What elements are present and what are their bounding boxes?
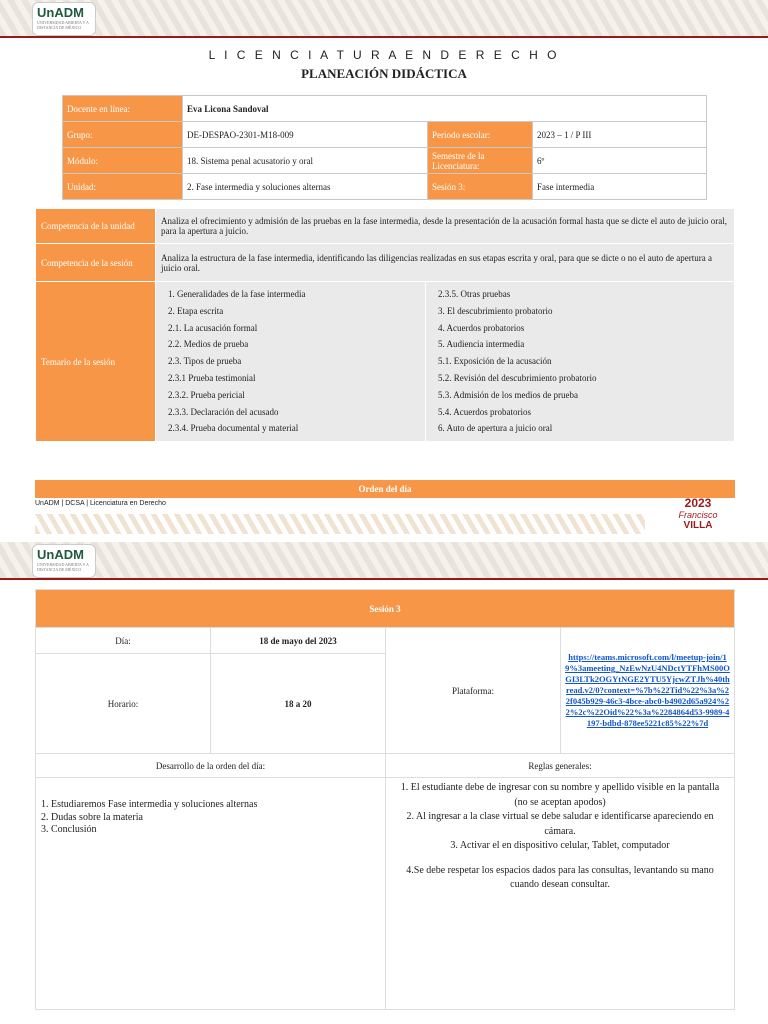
temario-item-4: 5.1. Exposición de la acusación (438, 356, 552, 367)
desarrollo-item-1: 2. Dudas sobre la materia (41, 811, 143, 823)
temario-col1 (156, 282, 426, 442)
periodo-label: Periodo escolar: (428, 122, 533, 148)
regla-item-2: 3. Activar el en dispositivo celular, Tablet, computador (450, 840, 670, 851)
session-title: Sesión 3 (36, 590, 735, 628)
villa-logo: 2023 Francisco VILLA (678, 496, 718, 531)
temario-item-7: 2.3.3. Declaración del acusado (168, 406, 279, 417)
page2-banner (0, 542, 768, 580)
competencia-sesion-value: Analiza la estructura de la fase intermedia, identificando las diligencias realizadas en sus etapas escrita y oral, para que se dicte o no el auto de apertura a juicio oral. (156, 244, 735, 282)
competencia-unidad-label: Competencia de la unidad (36, 209, 156, 244)
modulo-value: 18. Sistema penal acusatorio y oral (183, 148, 428, 174)
regla-item-3: 4.Se debe respetar los espacios dados para las consultas, levantando su mano cuando desean consultar. (406, 864, 714, 890)
unadm-logo-2: UnADM UNIVERSIDAD ABIERTA Y A DISTANCIA DE MÉXICO (32, 544, 96, 578)
info-table (62, 95, 707, 200)
regla-item-1: 2. Al ingresar a la clase virtual se debe saludar e identificarse apareciendo en cámara. (406, 811, 714, 837)
temario-item-0: 2.3.5. Otras pruebas (438, 289, 511, 299)
temario-item-1: 3. El descubrimiento probatorio (438, 305, 553, 316)
competencia-sesion-label: Competencia de la sesión (36, 244, 156, 282)
dia-value: 18 de mayo del 2023 (211, 628, 386, 654)
periodo-value: 2023 – 1 / P III (533, 122, 707, 148)
horario-label: Horario: (36, 654, 211, 754)
dia-label: Día: (36, 628, 211, 654)
temario-item-5: 2.3.1 Prueba testimonial (168, 372, 256, 383)
teams-meeting-link[interactable]: https://teams.microsoft.com/l/meetup-join/19%3ameeting_NzEwNzU4NDctYTFhMS00OGI3LTk2OGYtNGE2YTU5YjcwZTJh%40thread.v2/0?context=%7b%22Tid%22%3a%22f045b929-46c3-4bce-abc0-b4902d65a924%22%2c%22Oid%22%3a%2284864d53-9989-4197-bdbd-878ee5221c85%22%7d (565, 652, 730, 728)
unidad-label: Unidad: (63, 174, 183, 200)
unidad-value: 2. Fase intermedia y soluciones alternas (183, 174, 428, 200)
sesion-value: Fase intermedia (533, 174, 707, 200)
temario-item-3: 5. Audiencia intermedia (438, 339, 525, 350)
temario-item-2: 2.1. La acusación formal (168, 322, 258, 333)
grupo-label: Grupo: (63, 122, 183, 148)
desarrollo-item-0: 1. Estudiaremos Fase intermedia y soluciones alternas (41, 799, 258, 810)
program-title: L I C E N C I A T U R A E N D E R E C H O (208, 48, 560, 62)
unadm-logo: UnADM UNIVERSIDAD ABIERTA Y A DISTANCIA DE MÉXICO (32, 2, 96, 36)
temario-item-4: 2.3. Tipos de prueba (168, 356, 242, 367)
docente-value: Eva Licona Sandoval (183, 96, 707, 122)
temario-item-5: 5.2. Revisión del descubrimiento probatorio (438, 372, 597, 383)
docente-label: Docente en línea: (63, 96, 183, 122)
footer-pattern (35, 514, 645, 534)
temario-label: Temario de la sesión (36, 282, 156, 442)
header-banner (0, 0, 768, 38)
session-table (35, 589, 735, 1010)
document-title: PLANEACIÓN DIDÁCTICA (301, 66, 467, 81)
reglas-label: Reglas generales: (386, 754, 735, 778)
desarrollo-item-2: 3. Conclusión (41, 824, 97, 835)
modulo-label: Módulo: (63, 148, 183, 174)
horario-value: 18 a 20 (211, 654, 386, 754)
temario-item-8: 2.3.4. Prueba documental y material (168, 423, 299, 434)
temario-item-2: 4. Acuerdos probatorios (438, 322, 525, 333)
competencia-unidad-value: Analiza el ofrecimiento y admisión de las pruebas en la fase intermedia, desde la presentación de la acusación formal hasta que se dicte el auto de juicio oral, para la apertura a juicio. (156, 209, 735, 244)
orden-del-dia-title: Orden del día (35, 480, 735, 498)
temario-item-6: 2.3.2. Prueba pericial (168, 389, 245, 400)
temario-item-3: 2.2. Medios de prueba (168, 339, 249, 350)
temario-item-7: 5.4. Acuerdos probatorios (438, 406, 531, 417)
semestre-label: Semestre de la Licenciatura: (428, 148, 533, 174)
plataforma-label: Plataforma: (386, 628, 561, 754)
reglas-cell (386, 778, 735, 1010)
temario-item-1: 2. Etapa escrita (168, 305, 224, 316)
competencias-table (35, 208, 735, 442)
footer-text: UnADM | DCSA | Licenciatura en Derecho (35, 500, 166, 507)
desarrollo-label: Desarrollo de la orden del día: (36, 754, 386, 778)
temario-item-0: 1. Generalidades de la fase intermedia (168, 289, 306, 299)
temario-item-6: 5.3. Admisión de los medios de prueba (438, 389, 578, 400)
plataforma-cell (561, 628, 735, 754)
semestre-value: 6º (533, 148, 707, 174)
temario-item-8: 6. Auto de apertura a juicio oral (438, 423, 553, 434)
regla-item-0: 1. El estudiante debe de ingresar con su nombre y apellido visible en la pantalla (no se aceptan apodos) (400, 782, 720, 808)
grupo-value: DE-DESPAO-2301-M18-009 (183, 122, 428, 148)
sesion-label: Sesión 3: (428, 174, 533, 200)
desarrollo-cell (36, 778, 386, 1010)
temario-col2 (426, 282, 735, 442)
